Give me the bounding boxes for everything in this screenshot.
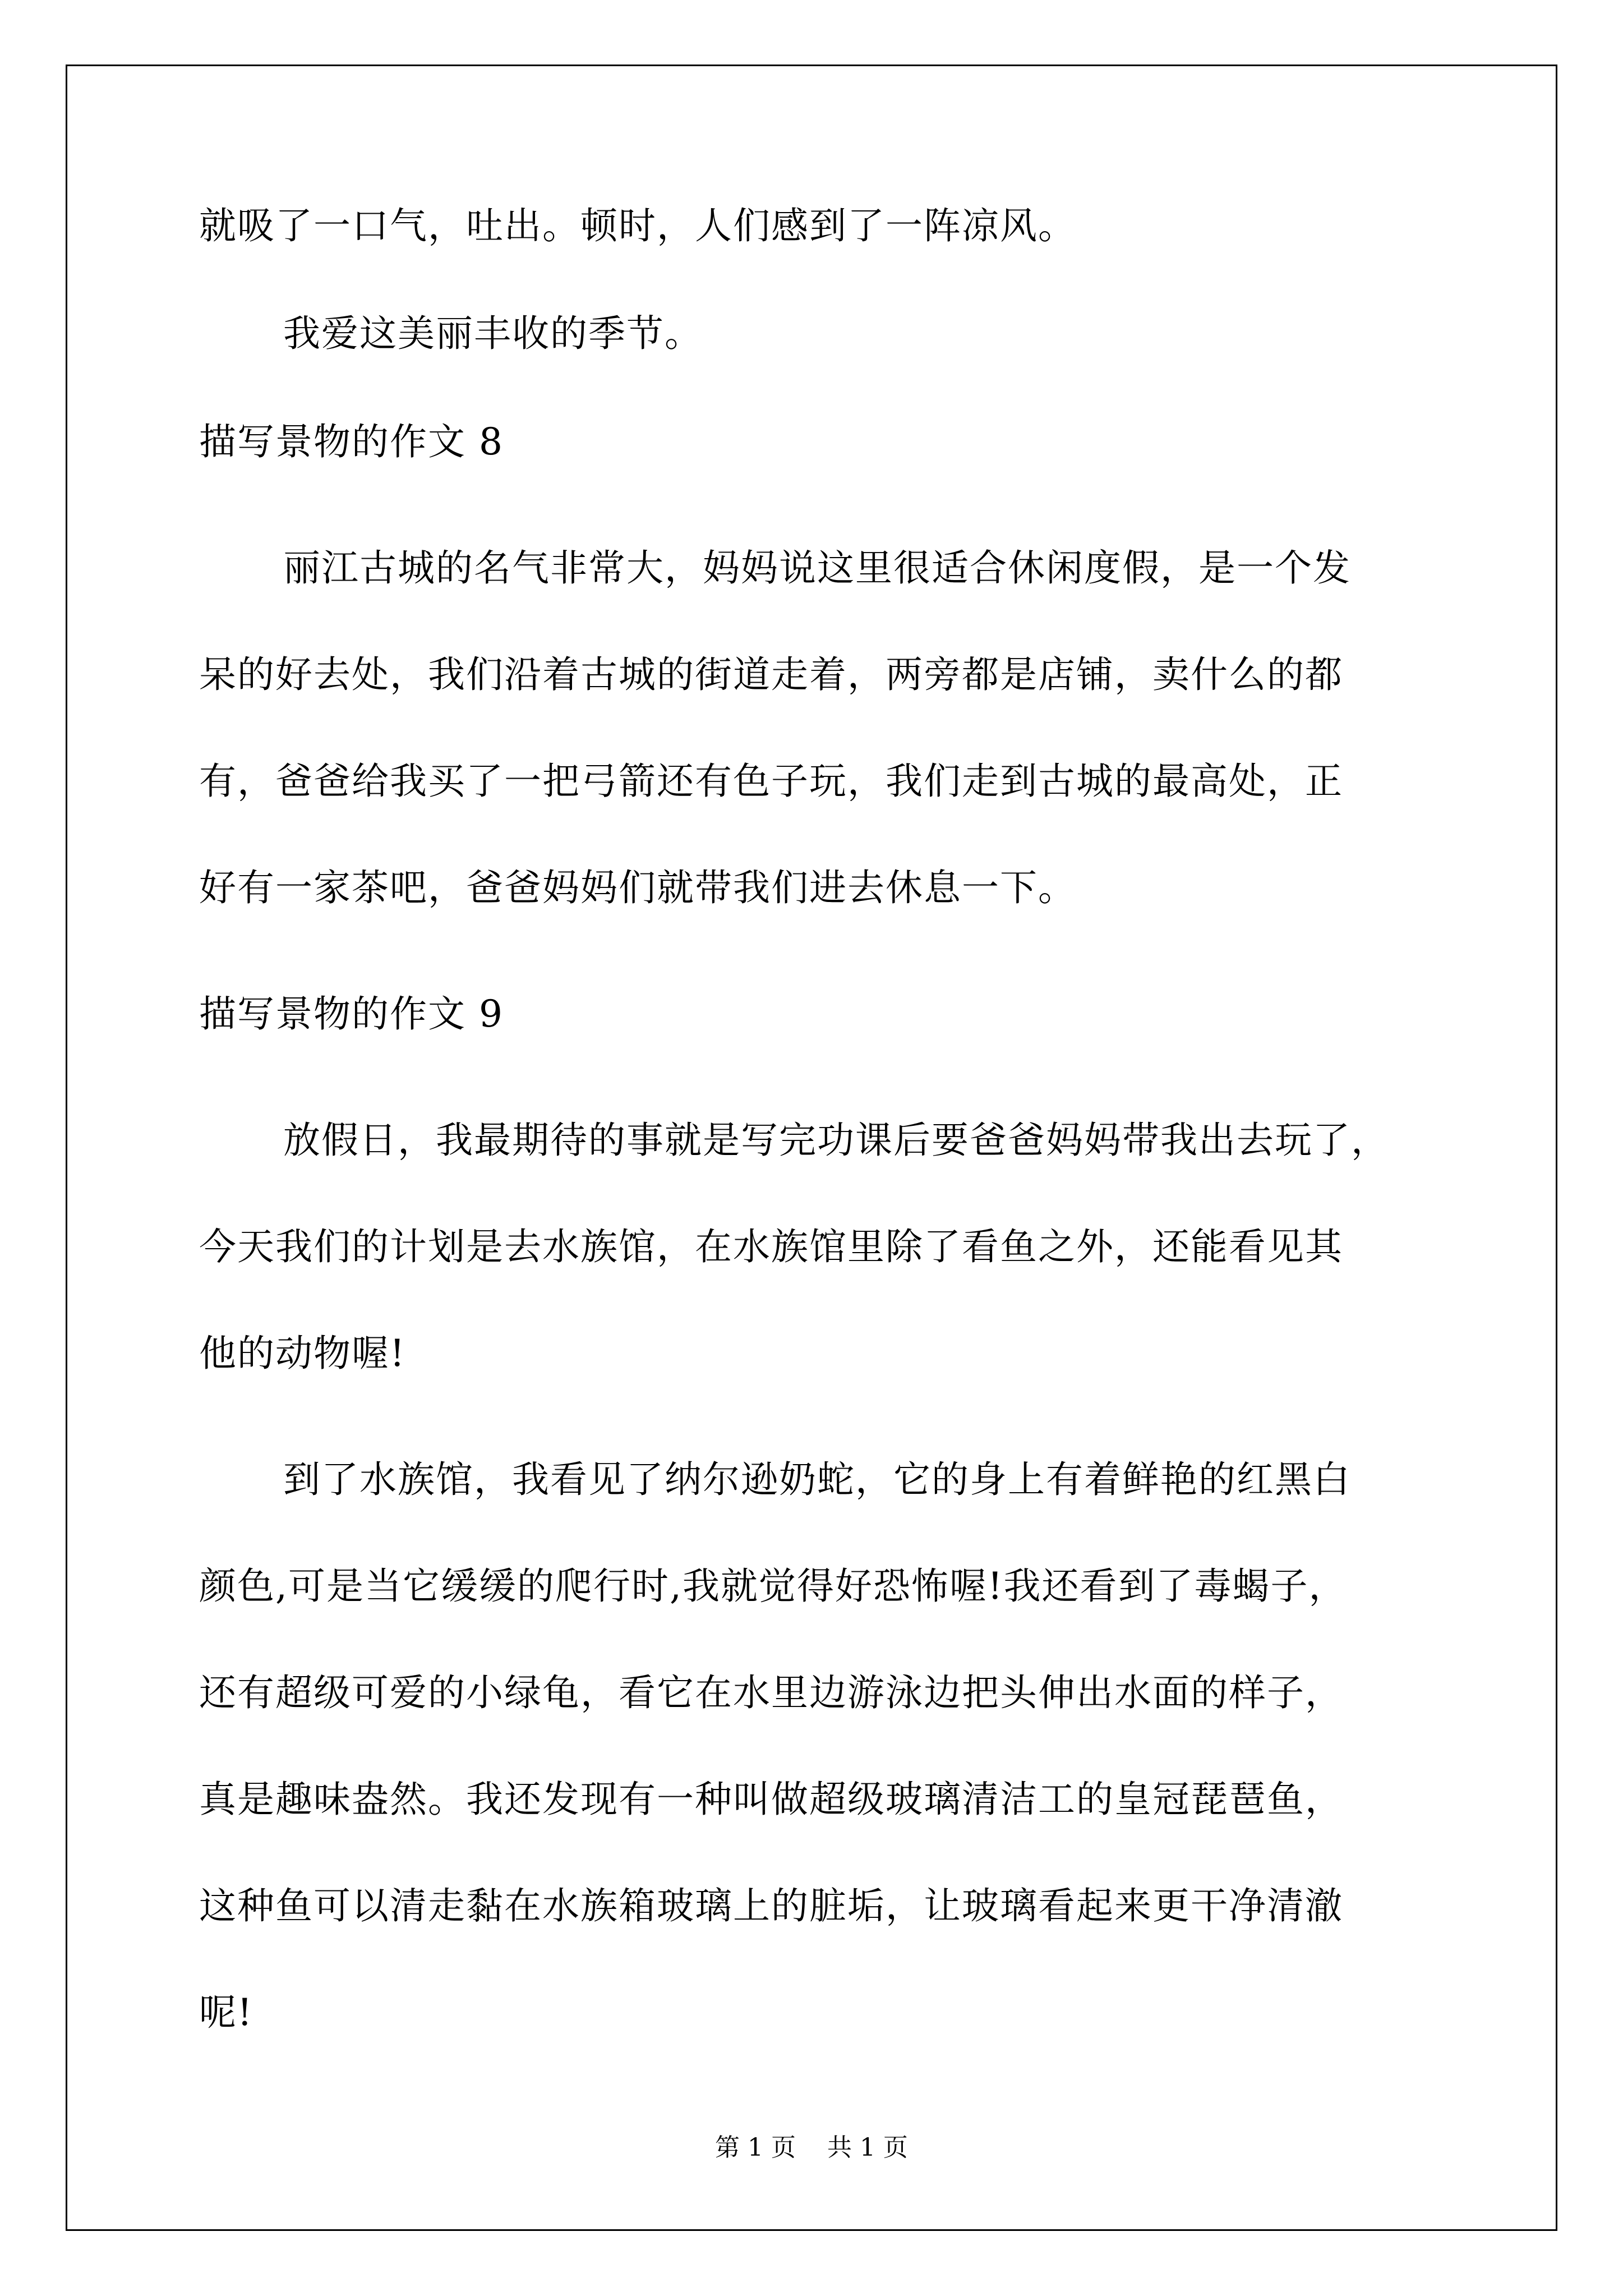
section-heading: 描写景物的作文 9 [199,992,504,1036]
paragraph-line: 有，爸爸给我买了一把弓箭还有色子玩，我们走到古城的最高处，正 [199,760,1343,803]
paragraph-line: 今天我们的计划是去水族馆，在水族馆里除了看鱼之外，还能看见其 [199,1225,1343,1268]
paragraph-line: 到了水族馆，我看见了纳尔逊奶蛇，它的身上有着鲜艳的红黑白 [283,1458,1351,1501]
paragraph-line: 放假日，我最期待的事就是写完功课后要爸爸妈妈带我出去玩了， [283,1119,1389,1162]
paragraph-line: 还有超级可爱的小绿龟，看它在水里边游泳边把头伸出水面的样子， [199,1671,1343,1714]
section-heading: 描写景物的作文 8 [199,420,504,463]
page-footer [0,2133,1623,2162]
paragraph-line: 呆的好去处，我们沿着古城的街道走着，两旁都是店铺，卖什么的都 [199,653,1343,696]
paragraph-line: 呢! [199,1991,253,2034]
paragraph-line: 就吸了一口气，吐出。顿时，人们感到了一阵凉风。 [199,204,1076,247]
page-number-label: 第 1 页 共 1 页 [715,2133,908,2162]
paragraph-line: 颜色,可是当它缓缓的爬行时,我就觉得好恐怖喔!我还看到了毒蝎子， [199,1565,1347,1608]
paragraph-line: 真是趣味盎然。我还发现有一种叫做超级玻璃清洁工的皇冠琵琶鱼， [199,1778,1343,1821]
paragraph-line: 好有一家茶吧，爸爸妈妈们就带我们进去休息一下。 [199,866,1076,909]
paragraph-line: 这种鱼可以清走黏在水族箱玻璃上的脏垢，让玻璃看起来更干净清澈 [199,1884,1343,1927]
paragraph-line: 他的动物喔! [199,1332,406,1375]
paragraph-line: 丽江古城的名气非常大，妈妈说这里很适合休闲度假，是一个发 [283,546,1351,590]
paragraph-line: 我爱这美丽丰收的季节。 [283,312,703,355]
